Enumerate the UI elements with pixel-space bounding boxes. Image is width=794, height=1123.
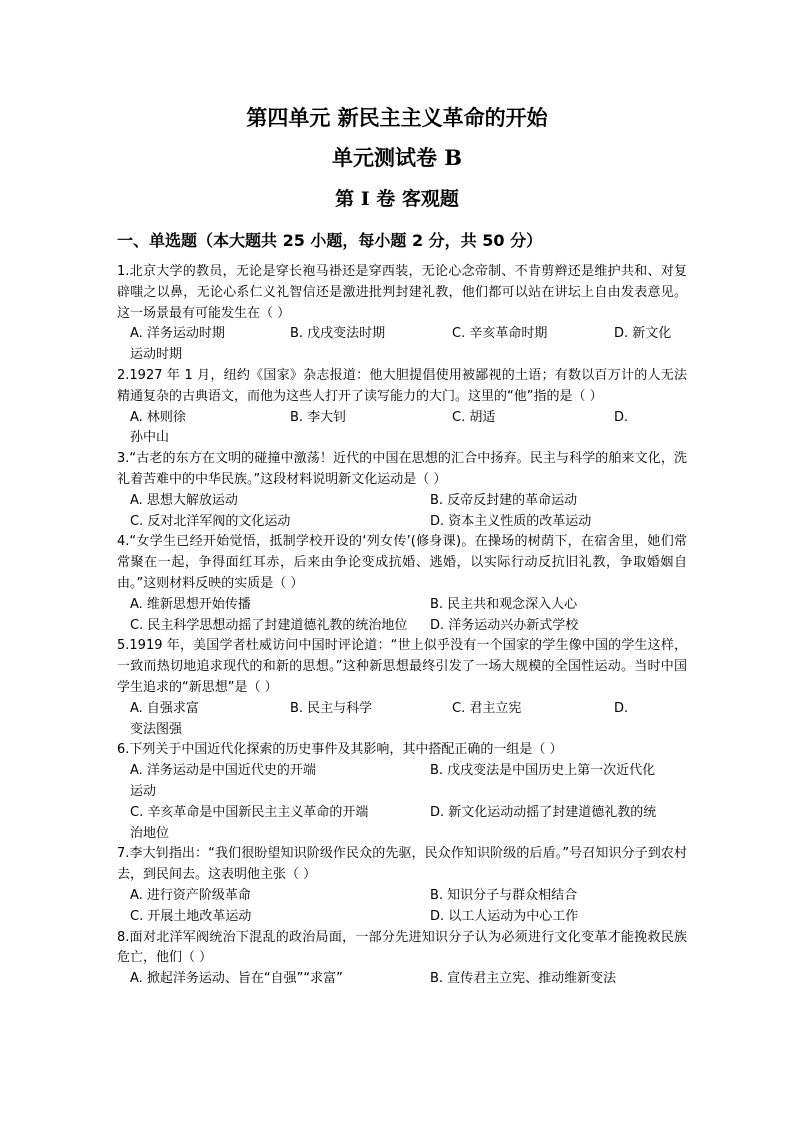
question-7 xyxy=(117,844,687,927)
question-3 xyxy=(117,449,687,532)
option-b: B. 宣传君主立宪、推动维新变法 xyxy=(430,971,617,987)
option-d: D. 资本主义性质的改革运动 xyxy=(430,513,592,529)
question-6 xyxy=(117,740,687,844)
option-d: D. xyxy=(614,700,629,716)
option-c: C. 君主立宪 xyxy=(452,700,522,716)
question-1 xyxy=(117,262,687,366)
option-b: B. 戊戌变法时期 xyxy=(290,326,386,342)
question-5 xyxy=(117,636,687,740)
option-b: B. 戊戌变法是中国历史上第一次近代化 xyxy=(430,763,656,779)
option-a: A. 洋务运动时期 xyxy=(130,326,225,342)
option-c: C. 辛亥革命时期 xyxy=(452,326,548,342)
question-stem: 6.下列关于中国近代化探索的历史事件及其影响，其中搭配正确的一组是（ ） xyxy=(117,742,563,758)
option-a: A. 进行资产阶级革命 xyxy=(130,887,251,903)
option-group xyxy=(117,761,687,844)
part-title: 第 Ⅰ 卷 客观题 xyxy=(335,188,459,210)
option-group xyxy=(117,408,687,450)
option-group xyxy=(117,699,687,741)
option-group xyxy=(117,595,687,637)
test-title: 单元测试卷 B xyxy=(331,145,463,170)
option-a: A. 掀起洋务运动、旨在“自强”“求富” xyxy=(130,971,343,987)
question-stem: 2.1927 年 1 月，纽约《国家》杂志报道：他大胆提倡使用被鄙视的土语；有数以百万计的人无法精通复杂的古典语文，而他为这些人打开了读写能力的大门。这里的“他”指的是（ ） xyxy=(117,367,687,404)
question-stem: 7.李大钊指出：“我们很盼望知识阶级作民众的先驱，民众作知识阶级的后盾。”号召知识分子到农村去，到民间去。这表明他主张（ ） xyxy=(117,846,687,883)
option-d: D. 以工人运动为中心工作 xyxy=(430,908,579,924)
question-stem: 4.“女学生已经开始觉悟，抵制学校开设的‘列女传’(修身课)。在操场的树荫下，在宿舍里，她们常常聚在一起，争得面红耳赤，后来由争论变成抗婚、逃婚，以实际行动反抗旧礼教，争取婚姻自由。”这则材料反映的实质是（ ） xyxy=(117,534,687,591)
option-b-continued: 运动 xyxy=(130,783,157,799)
option-d: D. xyxy=(614,409,629,425)
question-list xyxy=(117,262,687,990)
option-c: C. 反对北洋军阀的文化运动 xyxy=(130,513,291,529)
option-c: C. 开展土地改革运动 xyxy=(130,908,252,924)
option-d-continued: 变法图强 xyxy=(130,721,183,737)
option-group xyxy=(117,886,687,928)
option-b: B. 民主与科学 xyxy=(290,700,373,716)
question-stem: 1.北京大学的教员，无论是穿长袍马褂还是穿西装，无论心念帝制、不肯剪辫还是维护共和、对复辟嗤之以鼻，无论心系仁义礼智信还是激进批判封建礼教，他们都可以站在讲坛上自由发表意见。这一场景最有可能发生在（ ） xyxy=(117,264,687,321)
option-c: C. 辛亥革命是中国新民主主义革命的开端 xyxy=(130,804,369,820)
unit-title: 第四单元 新民主主义革命的开始 xyxy=(246,105,548,130)
option-d: D. 洋务运动兴办新式学校 xyxy=(430,617,579,633)
question-stem: 3.“古老的东方在文明的碰撞中激荡！近代的中国在思想的汇合中扬弃。民主与科学的舶来文化，洗礼着苦难中的中华民族。”这段材料说明新文化运动是（ ） xyxy=(117,451,687,487)
option-b: B. 反帝反封建的革命运动 xyxy=(430,492,578,508)
question-8 xyxy=(117,928,687,990)
option-d: D. 新文化 xyxy=(614,326,672,342)
question-stem: 5.1919 年，美国学者杜威访问中国时评论道：“世上似乎没有一个国家的学生像中国的学生这样，一致而热切地追求现代的和新的思想。”这种新思想最终引发了一场大规模的全国性运动。当时中国学生追求的“新思想”是（ ） xyxy=(117,638,687,695)
question-2 xyxy=(117,366,687,449)
question-4 xyxy=(117,532,687,636)
option-d-continued: 孙中山 xyxy=(130,430,170,446)
section-heading: 一、单选题（本大题共 25 小题，每小题 2 分，共 50 分） xyxy=(117,231,543,250)
option-c: C. 民主科学思想动摇了封建道德礼教的统治地位 xyxy=(130,617,408,633)
option-group xyxy=(117,969,687,990)
option-b: B. 李大钊 xyxy=(290,409,347,425)
option-c: C. 胡适 xyxy=(452,409,496,425)
option-a: A. 思想大解放运动 xyxy=(130,492,238,508)
option-a: A. 林则徐 xyxy=(130,409,186,425)
option-d-continued: 运动时期 xyxy=(130,347,183,363)
option-b: B. 民主共和观念深入人心 xyxy=(430,596,578,612)
option-a: A. 洋务运动是中国近代史的开端 xyxy=(130,763,316,779)
option-a: A. 自强求富 xyxy=(130,700,199,716)
option-group xyxy=(117,324,687,366)
option-b: B. 知识分子与群众相结合 xyxy=(430,887,578,903)
option-a: A. 维新思想开始传播 xyxy=(130,596,251,612)
option-d-continued: 治地位 xyxy=(130,825,170,841)
option-d: D. 新文化运动动摇了封建道德礼教的统 xyxy=(430,804,657,820)
option-group xyxy=(117,491,687,533)
question-stem: 8.面对北洋军阀统治下混乱的政治局面，一部分先进知识分子认为必须进行文化变革才能挽救民族危亡，他们（ ） xyxy=(117,929,687,966)
